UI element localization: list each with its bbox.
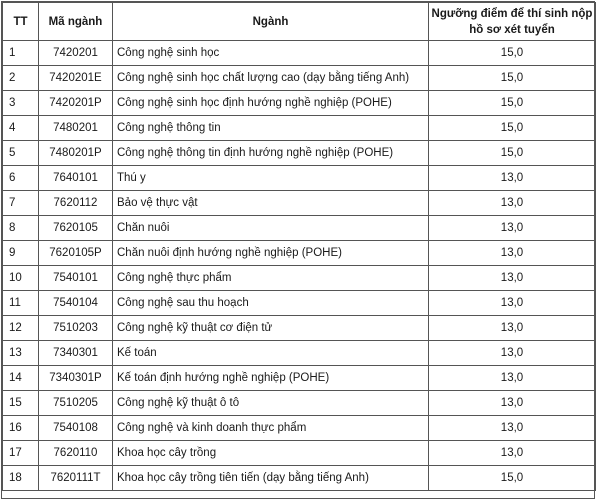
cell-score: 15,0	[429, 41, 596, 66]
cell-code: 7640101	[39, 166, 113, 191]
cell-tt: 10	[3, 266, 39, 291]
cell-score: 13,0	[429, 216, 596, 241]
cell-code: 7620105P	[39, 241, 113, 266]
cell-code: 7540104	[39, 291, 113, 316]
cell-code: 7510205	[39, 391, 113, 416]
table-row	[3, 366, 596, 391]
cell-score: 13,0	[429, 266, 596, 291]
cell-major: Chăn nuôi	[113, 216, 429, 241]
table-row	[3, 216, 596, 241]
admission-threshold-table-container	[1, 1, 595, 499]
cell-major: Thú y	[113, 166, 429, 191]
table-header	[3, 3, 596, 41]
cell-score: 13,0	[429, 416, 596, 441]
cell-tt: 8	[3, 216, 39, 241]
cell-tt: 14	[3, 366, 39, 391]
table-row	[3, 466, 596, 491]
cell-tt: 1	[3, 41, 39, 66]
table-row	[3, 41, 596, 66]
cell-major: Công nghệ sinh học	[113, 41, 429, 66]
cell-tt: 5	[3, 141, 39, 166]
cell-code: 7540108	[39, 416, 113, 441]
cell-tt: 2	[3, 66, 39, 91]
table-row	[3, 341, 596, 366]
table-row	[3, 91, 596, 116]
header-major: Ngành	[113, 3, 429, 41]
cell-major: Công nghệ sinh học chất lượng cao (dạy bằng tiếng Anh)	[113, 66, 429, 91]
cell-tt: 17	[3, 441, 39, 466]
cell-score: 13,0	[429, 241, 596, 266]
cell-major: Chăn nuôi định hướng nghề nghiệp (POHE)	[113, 241, 429, 266]
cell-major: Công nghệ thông tin định hướng nghề nghiệp (POHE)	[113, 141, 429, 166]
cell-code: 7620105	[39, 216, 113, 241]
cell-code: 7420201P	[39, 91, 113, 116]
cell-major: Khoa học cây trồng	[113, 441, 429, 466]
cell-tt: 4	[3, 116, 39, 141]
table-row	[3, 441, 596, 466]
table-row	[3, 416, 596, 441]
admission-threshold-table	[2, 2, 596, 491]
table-row	[3, 166, 596, 191]
cell-tt: 11	[3, 291, 39, 316]
cell-code: 7340301	[39, 341, 113, 366]
table-row	[3, 191, 596, 216]
cell-code: 7620110	[39, 441, 113, 466]
cell-major: Công nghệ và kinh doanh thực phẩm	[113, 416, 429, 441]
header-tt: TT	[3, 3, 39, 41]
cell-major: Công nghệ thực phẩm	[113, 266, 429, 291]
table-row	[3, 141, 596, 166]
cell-major: Khoa học cây trồng tiên tiến (dạy bằng tiếng Anh)	[113, 466, 429, 491]
cell-code: 7420201E	[39, 66, 113, 91]
cell-major: Công nghệ sau thu hoạch	[113, 291, 429, 316]
table-row	[3, 391, 596, 416]
cell-tt: 9	[3, 241, 39, 266]
cell-major: Kế toán	[113, 341, 429, 366]
cell-score: 15,0	[429, 141, 596, 166]
cell-score: 13,0	[429, 391, 596, 416]
header-row	[3, 3, 596, 41]
header-score: Ngưỡng điểm để thí sinh nộp hồ sơ xét tuyển	[429, 3, 596, 41]
cell-score: 13,0	[429, 341, 596, 366]
table-row	[3, 241, 596, 266]
table-row	[3, 316, 596, 341]
cell-score: 13,0	[429, 291, 596, 316]
cell-score: 13,0	[429, 166, 596, 191]
cell-tt: 13	[3, 341, 39, 366]
header-code: Mã ngành	[39, 3, 113, 41]
cell-code: 7420201	[39, 41, 113, 66]
cell-score: 13,0	[429, 316, 596, 341]
cell-major: Công nghệ thông tin	[113, 116, 429, 141]
cell-tt: 6	[3, 166, 39, 191]
table-body	[3, 41, 596, 491]
cell-code: 7510203	[39, 316, 113, 341]
cell-code: 7620111T	[39, 466, 113, 491]
cell-major: Bảo vệ thực vật	[113, 191, 429, 216]
cell-code: 7340301P	[39, 366, 113, 391]
cell-major: Công nghệ kỹ thuật ô tô	[113, 391, 429, 416]
cell-code: 7480201	[39, 116, 113, 141]
table-row	[3, 116, 596, 141]
cell-code: 7540101	[39, 266, 113, 291]
cell-major: Kế toán định hướng nghề nghiệp (POHE)	[113, 366, 429, 391]
cell-tt: 7	[3, 191, 39, 216]
cell-score: 13,0	[429, 441, 596, 466]
cell-tt: 12	[3, 316, 39, 341]
cell-score: 13,0	[429, 366, 596, 391]
cell-score: 13,0	[429, 191, 596, 216]
cell-score: 15,0	[429, 66, 596, 91]
table-row	[3, 66, 596, 91]
cell-code: 7480201P	[39, 141, 113, 166]
table-row	[3, 266, 596, 291]
cell-major: Công nghệ kỹ thuật cơ điện tử	[113, 316, 429, 341]
cell-tt: 15	[3, 391, 39, 416]
cell-major: Công nghệ sinh học định hướng nghề nghiệp (POHE)	[113, 91, 429, 116]
cell-tt: 16	[3, 416, 39, 441]
cell-score: 15,0	[429, 91, 596, 116]
table-row	[3, 291, 596, 316]
cell-score: 15,0	[429, 116, 596, 141]
cell-score: 15,0	[429, 466, 596, 491]
cell-tt: 18	[3, 466, 39, 491]
cell-code: 7620112	[39, 191, 113, 216]
cell-tt: 3	[3, 91, 39, 116]
